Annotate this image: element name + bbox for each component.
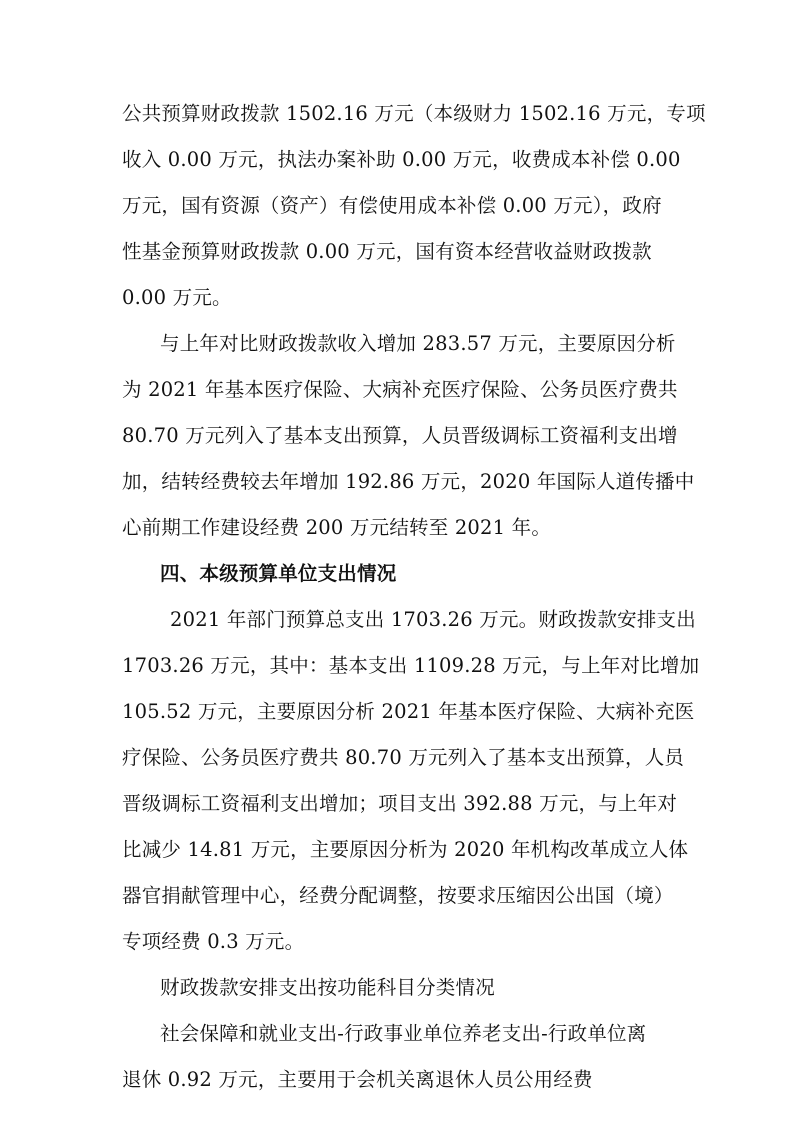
text-line: 收入 0.00 万元，执法办案补助 0.00 万元，收费成本补偿 0.00 xyxy=(122,148,681,171)
text-line: 心前期工作建设经费 200 万元结转至 2021 年。 xyxy=(122,516,552,539)
text-line: 加，结转经费较去年增加 192.86 万元，2020 年国际人道传播中 xyxy=(122,470,695,493)
text-line: 专项经费 0.3 万元。 xyxy=(122,930,305,953)
text-line: 0.00 万元。 xyxy=(122,286,232,309)
text-line: 社会保障和就业支出-行政事业单位养老支出-行政单位离 xyxy=(160,1022,647,1045)
section-heading: 四、本级预算单位支出情况 xyxy=(160,562,397,585)
text-line: 为 2021 年基本医疗保险、大病补充医疗保险、公务员医疗费共 xyxy=(122,378,678,401)
text-line: 财政拨款安排支出按功能科目分类情况 xyxy=(160,976,495,999)
text-line: 2021 年部门预算总支出 1703.26 万元。财政拨款安排支出 xyxy=(170,608,696,631)
text-line: 器官捐献管理中心，经费分配调整，按要求压缩因公出国（境） xyxy=(122,884,674,907)
text-line: 105.52 万元，主要原因分析 2021 年基本医疗保险、大病补充医 xyxy=(122,700,695,723)
text-line: 晋级调标工资福利支出增加；项目支出 392.88 万元，与上年对 xyxy=(122,792,678,815)
text-line: 与上年对比财政拨款收入增加 283.57 万元，主要原因分析 xyxy=(160,332,676,355)
text-line: 性基金预算财政拨款 0.00 万元，国有资本经营收益财政拨款 xyxy=(122,240,652,263)
text-line: 1703.26 万元，其中：基本支出 1109.28 万元，与上年对比增加 xyxy=(122,654,700,677)
text-line: 退休 0.92 万元，主要用于会机关离退休人员公用经费 xyxy=(122,1068,593,1091)
text-line: 疗保险、公务员医疗费共 80.70 万元列入了基本支出预算，人员 xyxy=(122,746,685,769)
text-line: 80.70 万元列入了基本支出预算，人员晋级调标工资福利支出增 xyxy=(122,424,678,447)
text-line: 公共预算财政拨款 1502.16 万元（本级财力 1502.16 万元，专项 xyxy=(122,102,706,125)
text-line: 比减少 14.81 万元，主要原因分析为 2020 年机构改革成立人体 xyxy=(122,838,689,861)
text-line: 万元，国有资源（资产）有偿使用成本补偿 0.00 万元），政府 xyxy=(122,194,662,217)
